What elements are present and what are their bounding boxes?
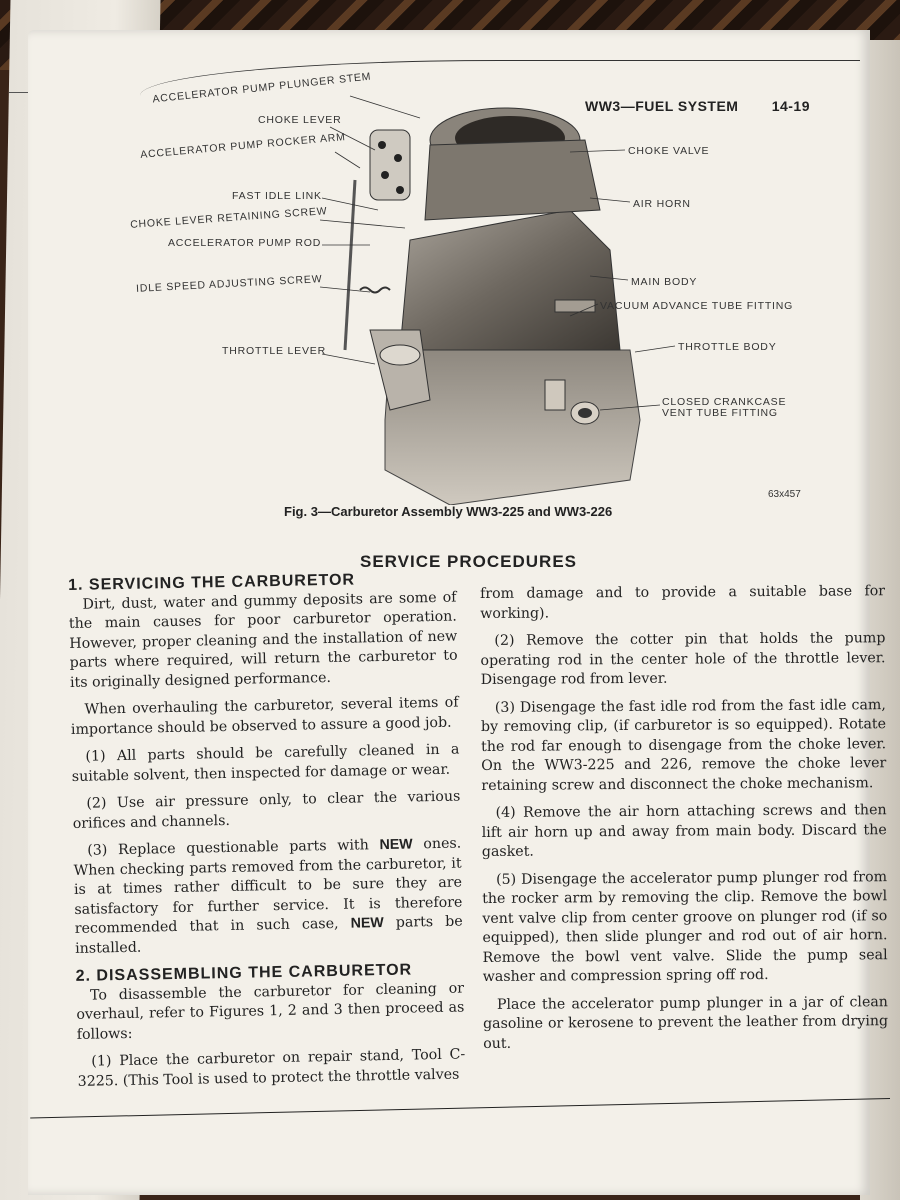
- heading-disassembling: 2. DISASSEMBLING THE CARBURETOR: [75, 961, 413, 985]
- callout-idle-speed-screw: IDLE SPEED ADJUSTING SCREW: [135, 273, 323, 295]
- left-column: [68, 569, 466, 1100]
- header-section: WW3—FUEL SYSTEM: [585, 98, 739, 114]
- bold-new: NEW: [350, 915, 384, 932]
- callout-vacuum-fitting: VACUUM ADVANCE TUBE FITTING: [600, 300, 794, 312]
- callout-pump-rod: ACCELERATOR PUMP ROD: [168, 237, 322, 249]
- paragraph: (1) Place the carburetor on repair stand, Tool C-3225. (This Tool is used to protect the throttle valves: [77, 1046, 466, 1090]
- callout-throttle-body: THROTTLE BODY: [678, 341, 777, 353]
- callout-retaining-screw: CHOKE LEVER RETAINING SCREW: [129, 205, 328, 231]
- paragraph: (1) All parts should be carefully cleaned in a suitable solvent, then inspected for damage or wear.: [71, 741, 460, 785]
- text-run: ones. When checking parts removed from the carburetor, it is at times rather difficult to be sure they are satisfactory for further service. It is therefore recommended that in such case,: [73, 835, 463, 937]
- section-title: SERVICE PROCEDURES: [360, 552, 578, 571]
- bold-new: NEW: [379, 836, 413, 854]
- callout-air-horn: AIR HORN: [633, 198, 691, 210]
- callout-crankcase-2: VENT TUBE FITTING: [662, 407, 778, 419]
- paragraph: (4) Remove the air horn attaching screws and then lift air horn up and away from main body. Discard the gasket.: [481, 802, 887, 860]
- paragraph: Dirt, dust, water and gummy deposits are some of the main causes for poor carburetor operation. However, proper cleaning and the installation of new parts where required, will return the carburetor to its originally designed performance.: [68, 589, 458, 691]
- callout-main-body: MAIN BODY: [631, 276, 698, 288]
- paragraph-replace-parts: [73, 835, 463, 959]
- paragraph: Place the accelerator pump plunger in a jar of clean gasoline or kerosene to prevent the leather from drying out.: [483, 993, 889, 1052]
- callout-fast-idle-link: FAST IDLE LINK: [232, 190, 322, 202]
- callout-rocker-arm: ACCELERATOR PUMP ROCKER ARM: [139, 131, 347, 161]
- heading-servicing: 1. SERVICING THE CARBURETOR: [68, 571, 356, 594]
- callout-choke-valve: CHOKE VALVE: [628, 145, 710, 157]
- callout-plunger-stem: ACCELERATOR PUMP PLUNGER STEM: [151, 70, 372, 106]
- paragraph: from damage and to provide a suitable base for working).: [480, 583, 886, 622]
- paragraph: (2) Use air pressure only, to clear the various orifices and channels.: [72, 788, 461, 832]
- header-page-number: 14-19: [771, 98, 810, 114]
- callout-crankcase-1: CLOSED CRANKCASE: [662, 396, 787, 408]
- callout-choke-lever: CHOKE LEVER: [258, 114, 342, 126]
- figure-id: 63x457: [768, 489, 801, 500]
- paragraph: When overhauling the carburetor, several items of importance should be observed to assure a good job.: [70, 694, 459, 738]
- paragraph: (3) Disengage the fast idle rod from the fast idle cam, by removing clip, (if carburetor is so equipped). Rotate the rod far enough to disengage from the choke lever. On the WW3-225 and 226, remove the choke lever retaining screw and disconnect the choke mechanism.: [480, 696, 887, 794]
- text-run: (3) Replace questionable parts with: [87, 837, 380, 859]
- figure-caption: Fig. 3—Carburetor Assembly WW3-225 and WW3-226: [284, 504, 613, 519]
- paragraph: (2) Remove the cotter pin that holds the pump operating rod in the center hole of the throttle lever. Disengage rod from lever.: [480, 630, 886, 688]
- paragraph: (5) Disengage the accelerator pump plunger rod from the rocker arm by removing the clip. Remove the bowl vent valve clip from center groove on plunger rod (if so equipped), then slide plunger and rod out of air horn. Remove the bowl vent valve. Slide the pump seal washer and compression spring off rod.: [482, 868, 888, 985]
- paragraph: To disassemble the carburetor for cleaning or overhaul, refer to Figures 1, 2 and 3 then proceed as follows:: [76, 979, 465, 1043]
- right-column: [480, 582, 888, 1062]
- callout-throttle-lever: THROTTLE LEVER: [222, 345, 326, 357]
- text-run: parts be installed.: [74, 913, 463, 957]
